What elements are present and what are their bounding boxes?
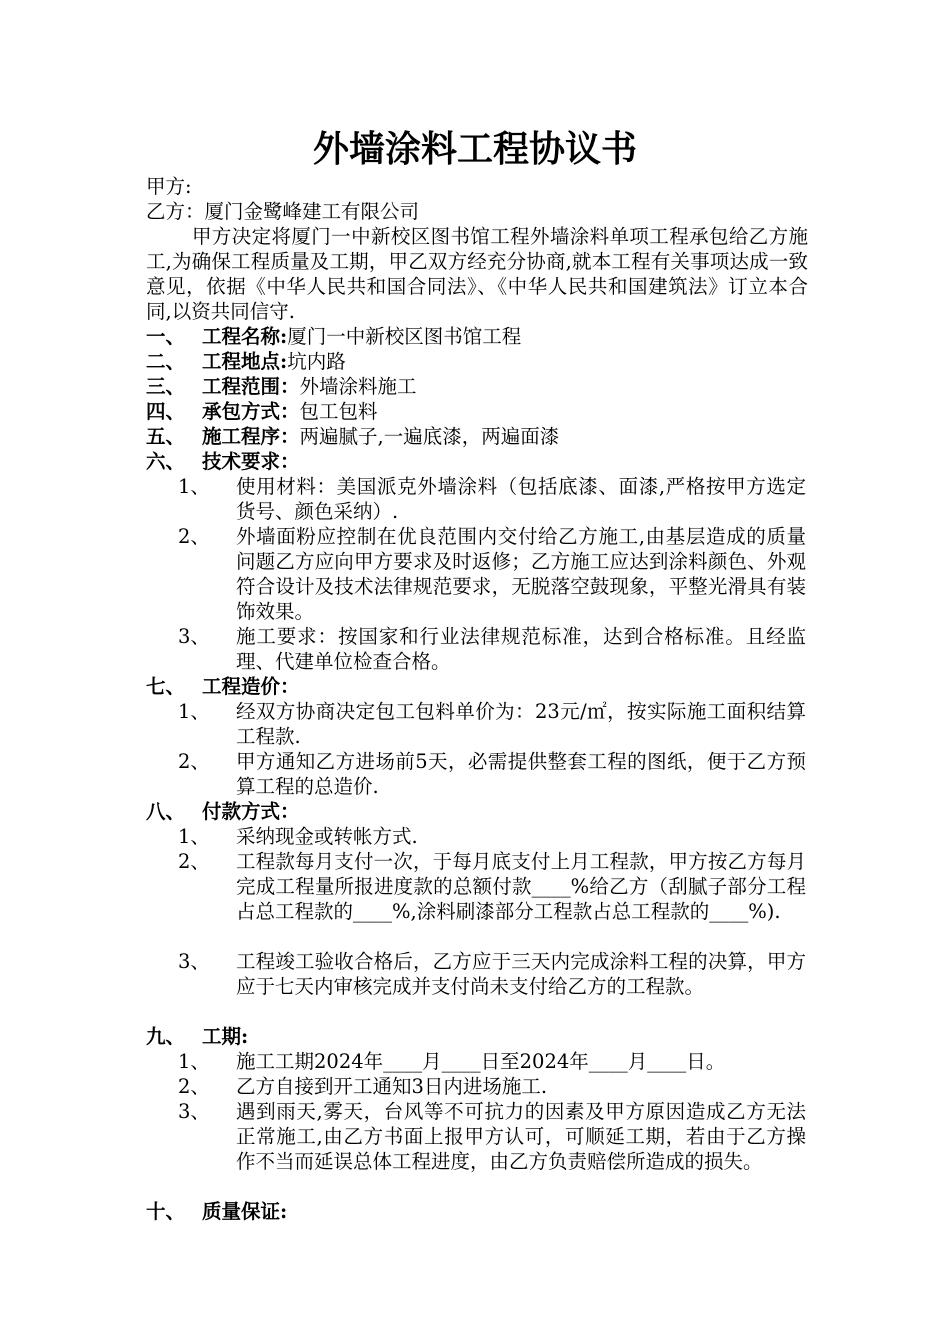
item-number: 3、 [178,625,210,648]
item-number: 1、 [178,700,210,723]
list-item [178,749,806,799]
item-text: 使用材料：美国派克外墙涂料（包括底漆、面漆,严格按甲方选定货号、颜色采纳）. [236,475,806,523]
item-text: 施工要求：按国家和行业法律规范标准，达到合格标准。且经监理、代建单位检查合格。 [236,625,806,673]
section-number: 七、 [146,675,186,698]
section-8 [146,799,300,824]
list-item [178,824,806,849]
item-text: 外墙面粉应控制在优良范围内交付给乙方施工,由基层造成的质量问题乙方应向甲方要求及时返修；乙方施工应达到涂料颜色、外观符合设计及技术法律规范要求，无脱落空鼓现象，平整光滑具有装饰效果。 [236,525,806,623]
section-heading: 承包方式： [202,400,300,423]
list-item [178,1074,806,1099]
section-heading: 工期: [202,1025,249,1048]
section-5 [146,424,559,449]
item-text: 甲方通知乙方进场前5天，必需提供整套工程的图纸，便于乙方预算工程的总造价. [236,750,806,798]
section-heading: 付款方式： [202,800,300,823]
item-text: 经双方协商决定包工包料单价为：23元/㎡，按实际施工面积结算工程款. [236,700,806,748]
section-number: 二、 [146,350,186,373]
item-number: 2、 [178,750,210,773]
section-number: 三、 [146,375,186,398]
section-number: 一、 [146,325,186,348]
section-heading: 工程地点: [202,350,288,373]
list-item [178,1099,806,1174]
party-a-line: 甲方: [146,175,192,198]
section-2 [146,349,346,374]
list-item [178,624,806,674]
item-number: 2、 [178,1075,210,1098]
section-text: 两遍腻子,一遍底漆，两遍面漆 [299,425,560,448]
item-text: 采纳现金或转帐方式. [236,825,418,848]
intro-paragraph: 甲方决定将厦门一中新校区图书馆工程外墙涂料单项工程承包给乙方施工,为确保工程质量及工期，甲乙双方经充分协商,就本工程有关事项达成一致意见，依据《中华人民共和国合同法》、《中华人民共和国建筑法》订立本合同,以资共同信守. [146,225,808,323]
section-number: 六、 [146,450,186,473]
section-text: 外墙涂料施工 [299,375,417,398]
section-9 [146,1024,248,1049]
section-heading: 施工程序： [202,425,300,448]
party-b-line: 乙方：厦门金鹭峰建工有限公司 [146,200,420,223]
section-heading: 工程范围： [202,375,300,398]
section-number: 五、 [146,425,186,448]
section-number: 八、 [146,800,186,823]
item-number: 1、 [178,825,210,848]
item-number: 2、 [178,850,210,873]
item-text: 遇到雨天,雾天，台风等不可抗力的因素及甲方原因造成乙方无法正常施工,由乙方书面上报甲方认可，可顺延工期，若由于乙方操作不当而延误总体工程进度，由乙方负责赔偿所造成的损失。 [236,1100,806,1173]
item-text: 施工工期2024年____月____日至2024年____月____日。 [236,1050,726,1073]
section-7 [146,674,300,699]
list-item [178,699,806,749]
section-text: 包工包料 [299,400,378,423]
section-text: 厦门一中新校区图书馆工程 [287,325,522,348]
list-item [178,949,806,999]
item-number: 3、 [178,950,210,973]
section-3 [146,374,417,399]
list-item [178,474,806,524]
item-text: 工程竣工验收合格后，乙方应于三天内完成涂料工程的决算，甲方应于七天内审核完成并支付尚未支付给乙方的工程款。 [236,950,806,998]
item-text: 工程款每月支付一次，于每月底支付上月工程款，甲方按乙方每月完成工程量所报进度款的总额付款____%给乙方（刮腻子部分工程占总工程款的____%,涂料刷漆部分工程款占总工程款的____%). [236,850,806,923]
section-10 [146,1199,287,1224]
item-text: 乙方自接到开工通知3日内进场施工. [236,1075,548,1098]
section-heading: 技术要求： [202,450,300,473]
section-4 [146,399,378,424]
section-1 [146,324,521,349]
section-number: 十、 [146,1200,186,1223]
list-item [178,849,806,924]
item-number: 1、 [178,1050,210,1073]
section-6 [146,449,300,474]
section-heading: 质量保证: [202,1200,288,1223]
section-number: 九、 [146,1025,186,1048]
section-number: 四、 [146,400,186,423]
section-text: 坑内路 [287,350,346,373]
section-heading: 工程造价： [202,675,300,698]
document-title: 外墙涂料工程协议书 [312,129,637,170]
item-number: 1、 [178,475,210,498]
list-item [178,524,806,624]
item-number: 3、 [178,1100,210,1123]
section-heading: 工程名称: [202,325,288,348]
item-number: 2、 [178,525,210,548]
list-item [178,1049,806,1074]
